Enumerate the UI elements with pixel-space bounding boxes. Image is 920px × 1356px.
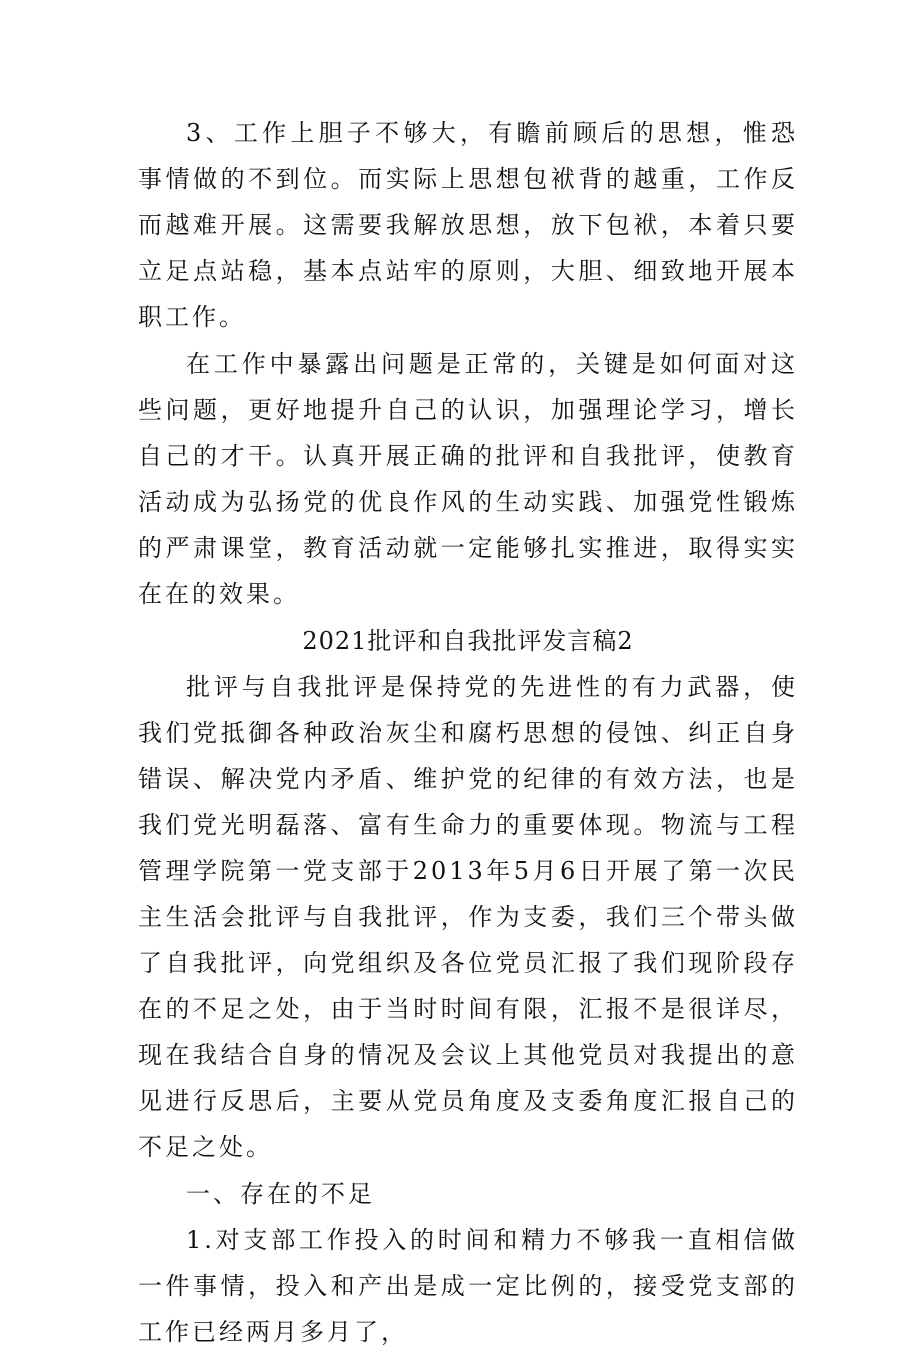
paragraph-criticism-intro: 批评与自我批评是保持党的先进性的有力武器，使我们党抵御各种政治灰尘和腐朽思想的侵蚀、纠正自身错误、解决党内矛盾、维护党的纪律的有效方法，也是我们党光明磊落、富有生命力的重要体现。物流与工程管理学院第一党支部于2013年5月6日开展了第一次民主生活会批评与自我批评，作为支委，我们三个带头做了自我批评，向党组织及各位党员汇报了我们现阶段存在的不足之处，由于当时时间有限，汇报不是很详尽，现在我结合自身的情况及会议上其他党员对我提出的意见进行反思后，主要从党员角度及支委角度汇报自己的不足之处。	[138, 673, 798, 1161]
document-heading: 2021批评和自我批评发言稿2	[302, 627, 634, 655]
paragraph-time-investment: 1.对支部工作投入的时间和精力不够我一直相信做一件事情，投入和产出是成一定比例的，接受党支部的工作已经两月多月了，	[138, 1226, 798, 1346]
paragraph-facing-problems: 在工作中暴露出问题是正常的，关键是如何面对这些问题，更好地提升自己的认识，加强理论学习，增长自己的才干。认真开展正确的批评和自我批评，使教育活动成为弘扬党的优良作风的生动实践、加强党性锻炼的严肃课堂，教育活动就一定能够扎实推进，取得实实在在的效果。	[138, 350, 798, 608]
section-title-shortcomings: 一、存在的不足	[186, 1180, 375, 1208]
paragraph-work-courage: 3、工作上胆子不够大，有瞻前顾后的思想，惟恐事情做的不到位。而实际上思想包袱背的越重，工作反而越难开展。这需要我解放思想，放下包袱，本着只要立足点站稳，基本点站牢的原则，大胆、细致地开展本职工作。	[138, 119, 798, 331]
document-page	[138, 110, 798, 1356]
